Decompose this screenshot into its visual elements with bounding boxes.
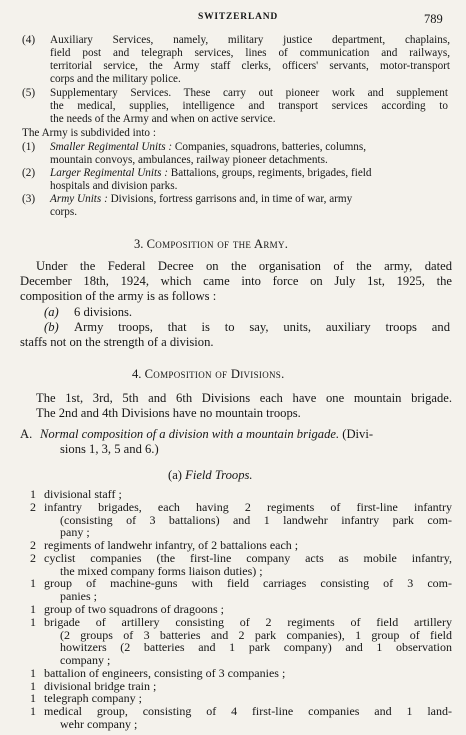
list-line: group of machine-guns with field carriages consisting of 3 com- — [44, 576, 452, 591]
list-line: divisional staff ; — [44, 487, 122, 501]
paragraph-line: The 2nd and 4th Divisions have no mountain troops. — [36, 406, 301, 420]
item-text: staffs not on the strength of a division. — [20, 335, 214, 349]
unit-term: Army Units : — [50, 193, 108, 205]
subsection-line: sions 1, 3, 5 and 6.) — [60, 442, 159, 456]
list-number: 2 — [30, 550, 36, 565]
list-number: 1 — [30, 602, 36, 616]
item-label: (b) — [44, 320, 59, 334]
field-troops-title: Field Troops. — [185, 468, 253, 482]
unit-number: (1) — [22, 141, 36, 153]
list-line: divisional bridge train ; — [44, 678, 157, 693]
list-line: panies ; — [60, 589, 97, 604]
service-line: the medical, supplies, intelligence and transport services according to — [50, 100, 448, 112]
list-line: (consisting of 3 battalions) and 1 landwehr infantry park com- — [60, 512, 452, 527]
service-line: the needs of the Army and when on active service. — [50, 113, 276, 125]
unit-term: Smaller Regimental Units : — [50, 141, 173, 153]
service-line: corps and the military police. — [50, 73, 181, 85]
page-number: 789 — [424, 12, 443, 26]
subsection-italic: Normal composition of a division with a mountain brigade. — [40, 427, 340, 441]
unit-line: hospitals and division parks. — [50, 180, 178, 192]
list-line: company ; — [60, 653, 111, 668]
paragraph-line: Under the Federal Decree on the organisation of the army, dated — [36, 259, 452, 273]
item-text: Army troops, that is to say, units, auxiliary troops and — [74, 320, 450, 334]
unit-number: (2) — [22, 167, 36, 179]
list-number: 1 — [30, 691, 36, 706]
list-number: 1 — [30, 665, 36, 680]
subsection-title — [40, 427, 452, 442]
field-troops-label: (a) — [168, 468, 182, 482]
running-header: SWITZERLAND — [198, 12, 279, 22]
paragraph-line: The 1st, 3rd, 5th and 6th Divisions each have one mountain brigade. — [36, 391, 452, 405]
unit-entry — [50, 141, 450, 154]
list-line: regiments of landwehr infantry, of 2 battalions each ; — [44, 538, 299, 553]
list-line: brigade of artillery consisting of 2 regiments of field artillery — [44, 614, 452, 629]
item-text: 6 divisions. — [74, 305, 133, 319]
unit-entry — [50, 167, 450, 180]
subdivision-intro: The Army is subdivided into : — [22, 127, 156, 139]
list-number: 1 — [30, 678, 36, 693]
list-number: 2 — [30, 538, 36, 553]
unit-term: Larger Regimental Units : — [50, 167, 168, 179]
list-number: 1 — [30, 704, 36, 719]
field-troops-heading — [168, 468, 253, 483]
service-line: Auxiliary Services, namely, military justice department, chaplains, — [50, 34, 450, 46]
unit-text: Companies, squadrons, batteries, columns, — [172, 141, 367, 153]
service-line: territorial service, the Army staff clerks, officers' servants, motor-transport — [50, 60, 450, 72]
unit-number: (3) — [22, 193, 36, 205]
paragraph-line: composition of the army is as follows : — [20, 289, 217, 303]
service-number: (5) — [22, 87, 36, 99]
section-heading — [132, 367, 285, 382]
list-number: 1 — [30, 487, 36, 501]
list-line: medical group, consisting of 4 first-line companies and 1 land- — [44, 704, 452, 719]
list-line: wehr company ; — [60, 717, 138, 731]
list-line: the mixed company forms liaison duties) ; — [60, 563, 263, 578]
section-heading-number: 3. — [134, 237, 144, 251]
section-heading-text: Composition of the Army. — [146, 237, 289, 251]
service-line: field post and telegraph services, lines of communication and railways, — [50, 47, 450, 59]
list-line: telegraph company ; — [44, 691, 142, 706]
section-heading — [134, 237, 288, 252]
list-line: infantry brigades, each having 2 regiments of first-line infantry — [44, 499, 452, 514]
section-heading-text: Composition of Divisions. — [144, 367, 285, 381]
section-heading-number: 4. — [132, 367, 142, 381]
subsection-label: A. — [20, 427, 33, 441]
item-label: (a) — [44, 305, 59, 319]
list-line: battalion of engineers, consisting of 3 companies ; — [44, 665, 286, 680]
list-line: howitzers (2 batteries and 1 park company) and 1 observation — [60, 640, 452, 655]
unit-entry — [50, 193, 450, 206]
service-line: Supplementary Services. These carry out pioneer work and supplement — [50, 87, 448, 99]
unit-line: mountain convoys, ambulances, railway pioneer detachments. — [50, 154, 328, 166]
list-number: 1 — [30, 576, 36, 591]
list-number: 2 — [30, 499, 36, 514]
service-number: (4) — [22, 34, 36, 46]
list-line: (2 groups of 3 batteries and 2 park companies), 1 group of field — [60, 627, 452, 642]
unit-text: Divisions, fortress garrisons and, in time of war, army — [107, 193, 353, 205]
subsection-rest: (Divi- — [339, 427, 374, 441]
unit-text: Battalions, groups, regiments, brigades, field — [167, 167, 372, 179]
list-line: pany ; — [60, 525, 90, 540]
list-line: cyclist companies (the first-line company acts as mobile infantry, — [44, 550, 452, 565]
list-number: 1 — [30, 614, 36, 629]
list-line: group of two squadrons of dragoons ; — [44, 602, 224, 616]
paragraph-line: December 18th, 1924, which came into force on July 1st, 1925, the — [20, 274, 452, 288]
unit-line: corps. — [50, 206, 78, 218]
